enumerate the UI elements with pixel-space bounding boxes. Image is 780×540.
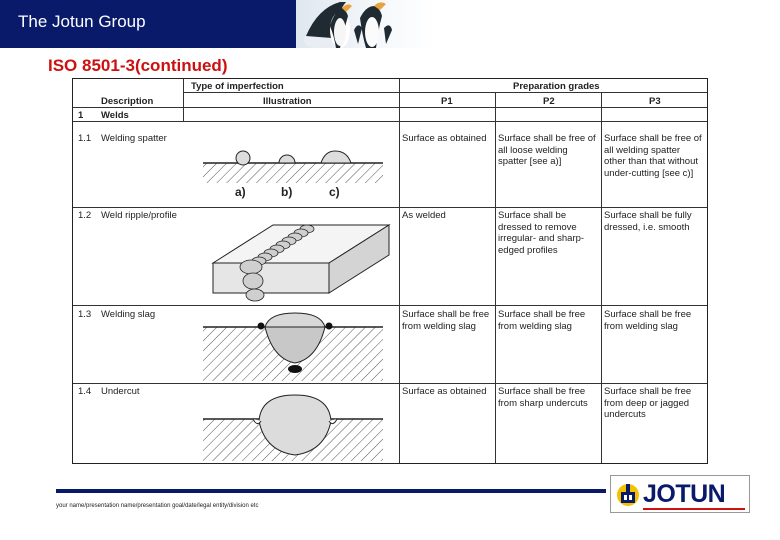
row-p2: Surface shall be free from sharp undercuts bbox=[498, 386, 588, 409]
penguins-photo bbox=[296, 0, 436, 48]
section-name: Welds bbox=[101, 110, 129, 121]
figure-label-a: a) bbox=[235, 185, 246, 199]
row-number: 1.2 bbox=[78, 210, 92, 221]
row-p2: Surface shall be free from welding slag bbox=[498, 309, 586, 332]
row-description: Undercut bbox=[101, 386, 140, 397]
weld-ripple-illustration bbox=[203, 211, 393, 303]
footer-divider bbox=[56, 489, 606, 493]
figure-label-c: c) bbox=[329, 185, 340, 199]
imperfection-table bbox=[72, 78, 708, 464]
row-p1: Surface shall be free from welding slag bbox=[402, 309, 490, 332]
row-number: 1.4 bbox=[78, 386, 92, 397]
welding-slag-illustration bbox=[203, 311, 383, 381]
logo-wordmark: JOTUN bbox=[643, 480, 726, 508]
row-p1: Surface as obtained bbox=[402, 133, 487, 144]
logo-underline bbox=[643, 508, 745, 510]
row-p3: Surface shall be free from welding slag bbox=[604, 309, 692, 332]
row-number: 1.1 bbox=[78, 133, 92, 144]
column-p3: P3 bbox=[649, 96, 661, 107]
row-p2: Surface shall be free of all loose welding spatter [see a)] bbox=[498, 133, 596, 167]
slide-title: ISO 8501-3(continued) bbox=[48, 56, 228, 75]
row-description: Welding spatter bbox=[101, 133, 167, 144]
row-p2: Surface shall be dressed to remove irregular- and sharp-edged profiles bbox=[498, 210, 585, 256]
row-p1: Surface as obtained bbox=[402, 386, 487, 397]
figure-label-b: b) bbox=[281, 185, 293, 199]
jotun-logo bbox=[610, 475, 750, 513]
row-number: 1.3 bbox=[78, 309, 92, 320]
column-description: Description bbox=[101, 96, 154, 107]
header-preparation-grades: Preparation grades bbox=[513, 81, 600, 92]
header-bar bbox=[0, 0, 296, 48]
row-p3: Surface shall be free of all welding spatter other than that without under-cutting [see c)] bbox=[604, 133, 702, 179]
row-description: Weld ripple/profile bbox=[101, 210, 177, 221]
column-p2: P2 bbox=[543, 96, 555, 107]
undercut-illustration bbox=[203, 391, 383, 461]
column-illustration: Illustration bbox=[263, 96, 312, 107]
welding-spatter-illustration bbox=[203, 137, 383, 183]
section-number: 1 bbox=[78, 110, 84, 121]
row-description: Welding slag bbox=[101, 309, 156, 320]
row-p1: As welded bbox=[402, 210, 446, 221]
row-p3: Surface shall be free from deep or jagged undercuts bbox=[604, 386, 692, 420]
column-p1: P1 bbox=[441, 96, 453, 107]
footer-text: your name/presentation name/presentation goal/date/legal entity/division etc bbox=[56, 503, 259, 509]
jotun-emblem-icon bbox=[615, 480, 641, 508]
company-name: The Jotun Group bbox=[18, 12, 146, 31]
penguin-icon bbox=[296, 0, 436, 48]
header-type-of-imperfection: Type of imperfection bbox=[191, 81, 284, 92]
row-p3: Surface shall be fully dressed, i.e. smooth bbox=[604, 210, 692, 233]
